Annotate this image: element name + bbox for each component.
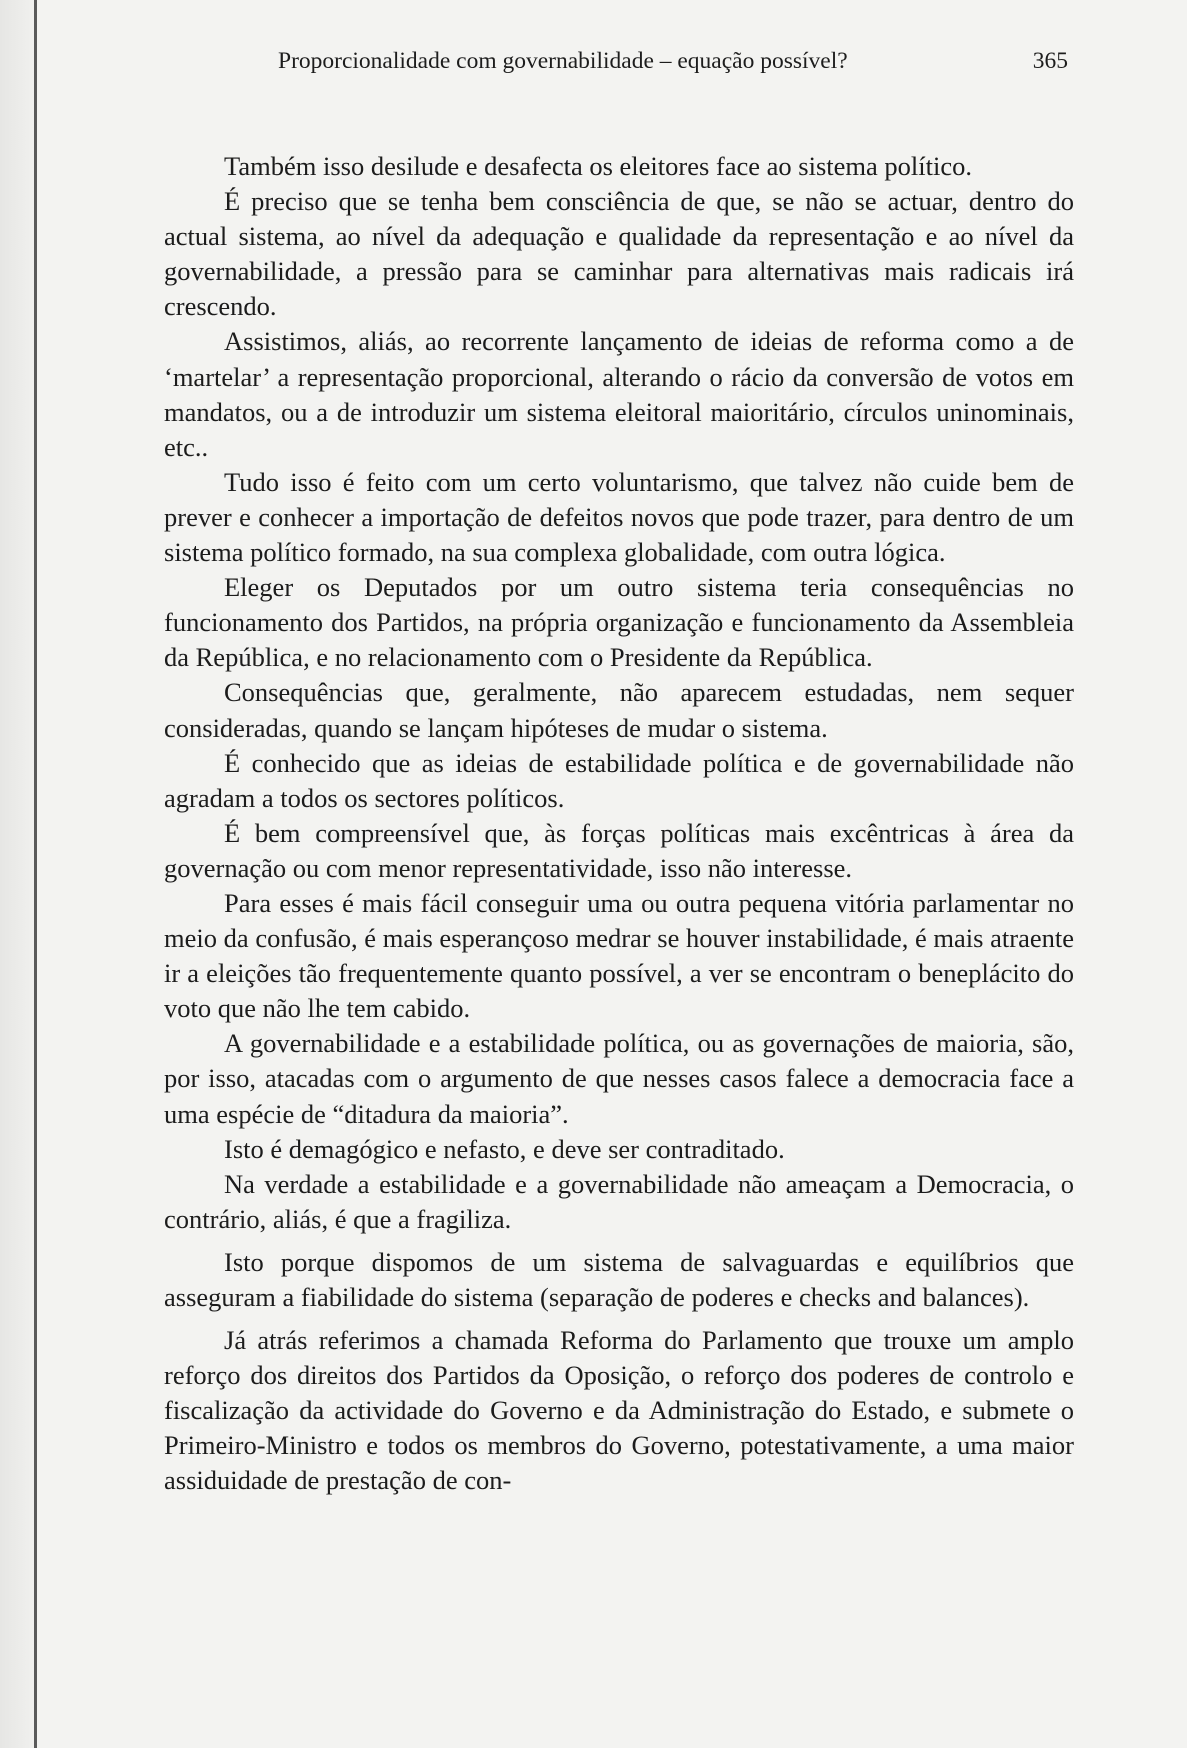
paragraph: É preciso que se tenha bem consciência de que, se não se actuar, dentro do actual sistema, ao nível da adequação e qualidade da representação e ao nível da governabilidade, a pressão para se caminhar para alternativas mais radicais irá crescendo. <box>164 186 1074 322</box>
binding-shadow <box>0 0 34 1748</box>
paragraph: Também isso desilude e desafecta os eleitores face ao sistema político. <box>224 151 972 181</box>
running-title: Proporcionalidade com governabilidade – equação possível? <box>278 48 848 74</box>
paragraph: Já atrás referimos a chamada Reforma do Parlamento que trouxe um amplo reforço dos direitos dos Partidos da Oposição, o reforço dos poderes de controlo e fiscalização da actividade do Governo e da Administração do Estado, e submete o Primeiro-Ministro e todos os membros do Governo, potestativamente, a uma maior assiduidade de prestação de con- <box>164 1325 1074 1496</box>
page-binding-edge <box>34 0 37 1748</box>
running-header <box>278 48 1068 88</box>
paragraph: Tudo isso é feito com um certo voluntarismo, que talvez não cuide bem de prever e conhecer a importação de defeitos novos que pode trazer, para dentro de um sistema político formado, na sua complexa globalidade, com outra lógica. <box>164 466 1074 568</box>
paragraph: Para esses é mais fácil conseguir uma ou outra pequena vitória parlamentar no meio da confusão, é mais esperançoso medrar se houver instabilidade, é mais atraente ir a eleições tão frequentemente quanto possível, a ver se encontram o beneplácito do voto que não lhe tem cabido. <box>164 887 1074 1024</box>
paragraph: É conhecido que as ideias de estabilidade política e de governabilidade não agradam a todos os sectores políticos. <box>164 747 1074 813</box>
paragraph: É bem compreensível que, às forças políticas mais excêntricas à área da governação ou com menor representatividade, isso não interesse. <box>164 817 1074 883</box>
paragraph: Assistimos, aliás, ao recorrente lançamento de ideias de reforma como a de ‘martelar’ a representação proporcional, alterando o rácio da conversão de votos em mandatos, ou a de introduzir um sistema eleitoral maioritário, círculos uninominais, etc.. <box>164 326 1074 462</box>
page-number: 365 <box>1032 48 1068 74</box>
paragraph: A governabilidade e a estabilidade política, ou as governações de maioria, são, por isso, atacadas com o argumento de que nesses casos falece a democracia face a uma espécie de “ditadura da maioria”. <box>164 1028 1074 1129</box>
paragraph: Isto é demagógico e nefasto, e deve ser contraditado. <box>224 1133 785 1164</box>
paragraph: Consequências que, geralmente, não aparecem estudadas, nem sequer consideradas, quando se lançam hipóteses de mudar o sistema. <box>164 677 1074 743</box>
paragraph: Eleger os Deputados por um outro sistema teria consequências no funcionamento dos Partidos, na própria organização e funcionamento da Assembleia da República, e no relacionamento com o Presidente da República. <box>164 572 1074 673</box>
paragraph: Isto porque dispomos de um sistema de salvaguardas e equilíbrios que asseguram a fiabilidade do sistema (separação de poderes e checks and balances). <box>164 1246 1074 1312</box>
paragraph: Na verdade a estabilidade e a governabilidade não ameaçam a Democracia, o contrário, aliás, é que a fragiliza. <box>164 1168 1074 1234</box>
body-text <box>164 149 1074 1499</box>
